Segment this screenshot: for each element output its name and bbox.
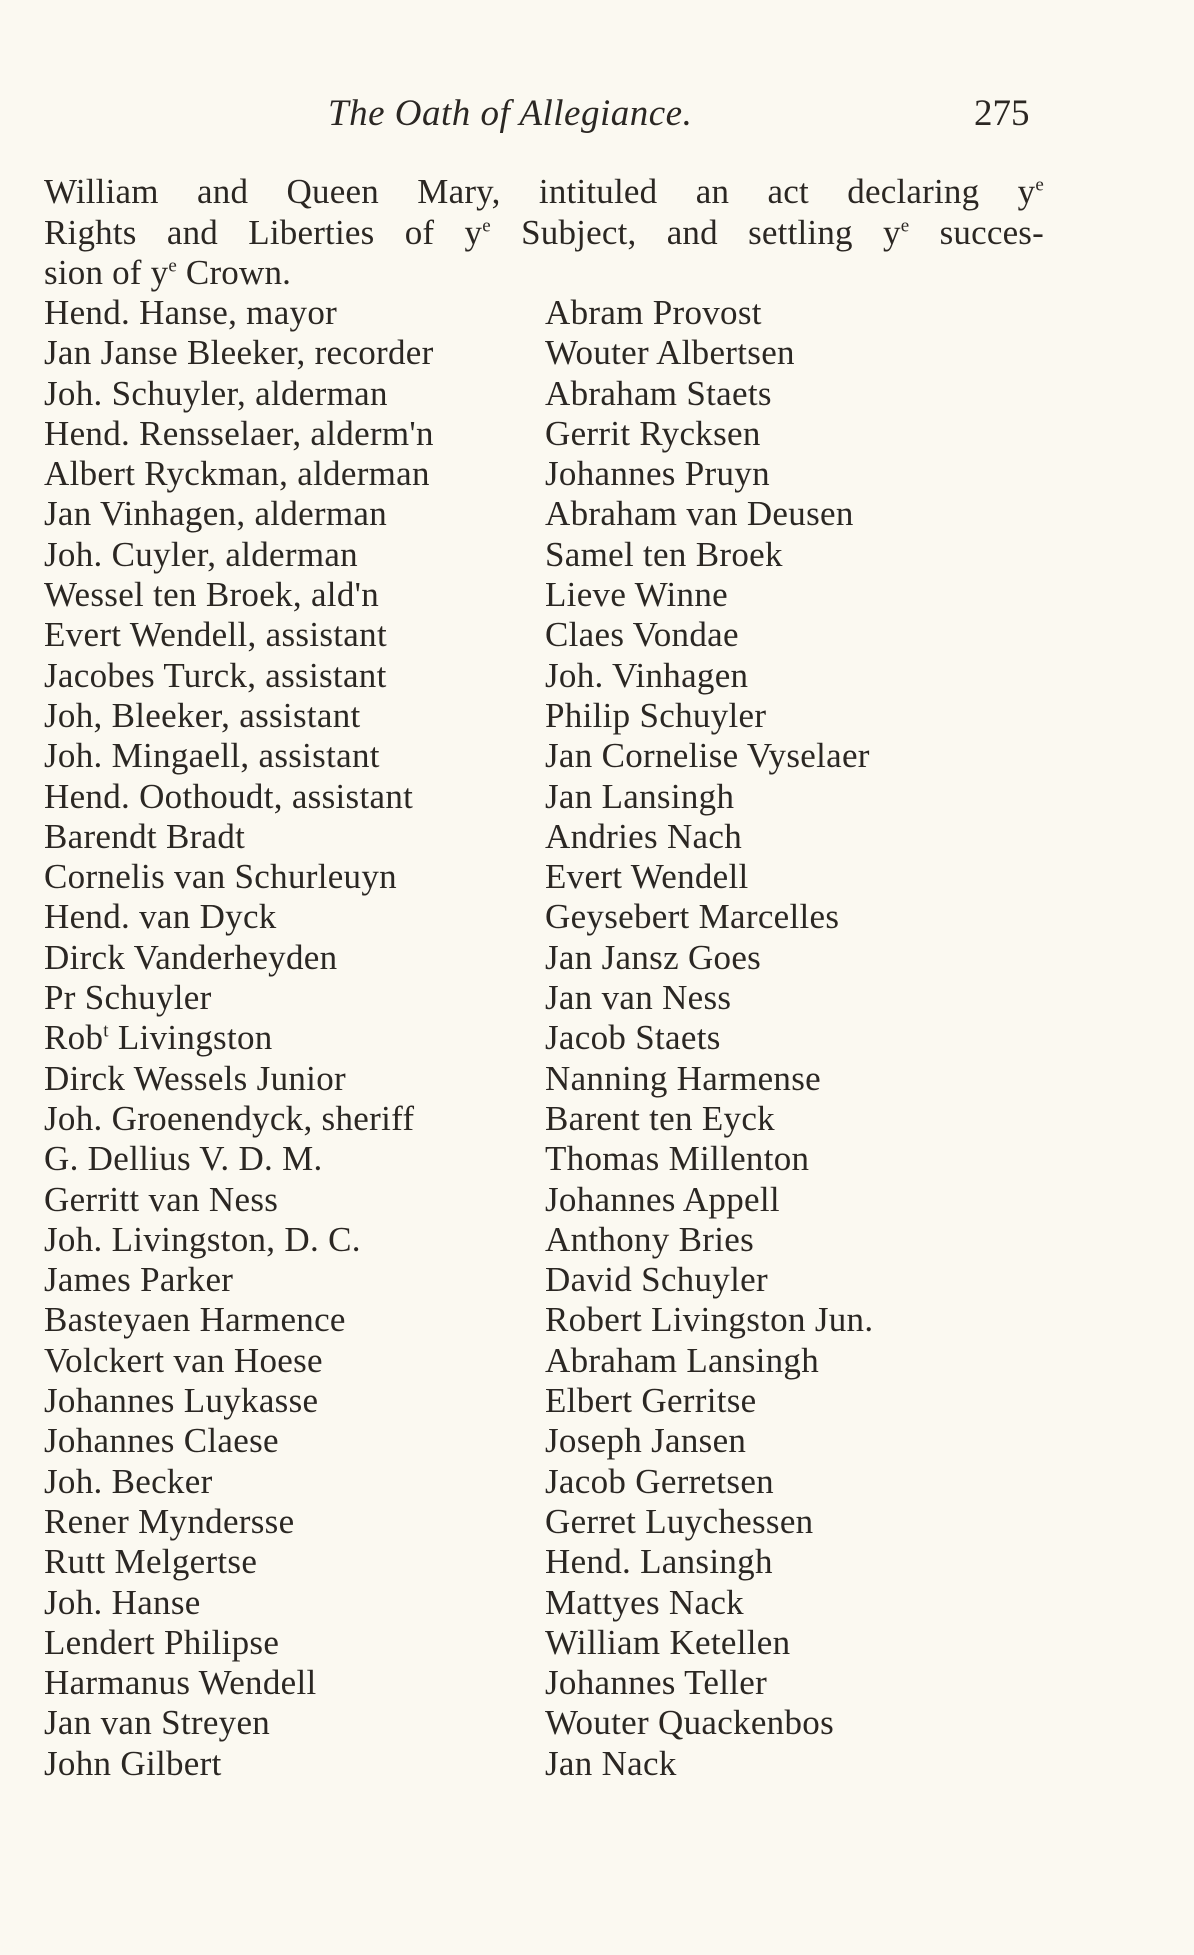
signatory-name: Joseph Jansen — [545, 1421, 747, 1461]
signatory-name-robt-livingston — [44, 1018, 544, 1058]
signatory-name: Jan Vinhagen, alderman — [44, 494, 388, 534]
signatory-name: Lendert Philipse — [44, 1622, 280, 1662]
signatory-name: Wouter Albertsen — [545, 333, 795, 373]
signatory-name: William Ketellen — [545, 1622, 791, 1662]
signatory-name: Johannes Luykasse — [44, 1381, 319, 1421]
signatory-name: Pr Schuyler — [44, 978, 212, 1018]
intro-line-1-superscript: e — [1035, 174, 1044, 196]
signatory-name: Mattyes Nack — [545, 1582, 744, 1622]
signatory-name: Evert Wendell, assistant — [44, 615, 387, 655]
running-head-title: The Oath of Allegiance. — [328, 93, 693, 134]
signatory-name: Joh. Hanse — [44, 1582, 201, 1622]
signatory-name: Harmanus Wendell — [44, 1663, 317, 1703]
signatory-name: James Parker — [44, 1260, 234, 1300]
signatory-name: Hend. Hanse, mayor — [44, 293, 338, 332]
intro-line-1-text: William and Queen Mary, intituled an act declaring y — [44, 172, 1036, 211]
signatory-name: Albert Ryckman, alderman — [44, 454, 430, 494]
signatory-name: Johannes Teller — [545, 1663, 768, 1703]
signatory-name: Joh. Livingston, D. C. — [44, 1219, 361, 1259]
signatory-name: Anthony Bries — [545, 1219, 755, 1259]
signatory-name: Joh. Becker — [44, 1461, 213, 1501]
signatories-right-column — [545, 293, 1105, 1784]
signatory-name: Abraham Staets — [545, 373, 772, 413]
signatory-name: Jan Nack — [545, 1743, 677, 1783]
signatory-name: Gerritt van Ness — [44, 1179, 279, 1219]
robt-prefix: Rob — [44, 1018, 104, 1058]
signatory-name: Philip Schuyler — [545, 695, 767, 735]
signatory-name: Gerret Luychessen — [545, 1501, 814, 1541]
signatory-name: Johannes Pruyn — [545, 454, 770, 494]
signatory-name: Jan van Streyen — [44, 1703, 271, 1743]
signatory-name: Abraham Lansingh — [545, 1340, 820, 1380]
signatory-name: Rutt Melgertse — [44, 1542, 258, 1582]
intro-line-2-text-a: Rights and Liberties of y — [44, 212, 483, 252]
signatory-name: Hend. Oothoudt, assistant — [44, 776, 414, 816]
signatory-name: Basteyaen Harmence — [44, 1300, 346, 1340]
intro-line-2 — [44, 213, 1044, 254]
signatory-name: Wouter Quackenbos — [545, 1703, 834, 1743]
signatory-name: Jacob Gerretsen — [545, 1461, 774, 1501]
signatory-name: Abraham van Deusen — [545, 494, 854, 534]
signatory-name: Johannes Appell — [545, 1179, 780, 1219]
signatory-name: Samel ten Broek — [545, 534, 783, 574]
signatory-name: Joh. Mingaell, assistant — [44, 736, 380, 776]
signatory-name: Jan Jansz Goes — [545, 937, 762, 977]
intro-line-2-superscript-1: e — [482, 214, 491, 236]
signatory-name: Hend. van Dyck — [44, 897, 277, 937]
signatory-name: Joh. Cuyler, alderman — [44, 534, 358, 574]
signatory-name: Gerrit Rycksen — [545, 413, 761, 453]
signatory-name: David Schuyler — [545, 1260, 768, 1300]
page-number: 275 — [974, 93, 1030, 134]
robt-surname: Livingston — [108, 1018, 273, 1058]
signatory-name: Joh. Schuyler, alderman — [44, 373, 388, 413]
intro-line-3-text-a: sion of y — [44, 253, 169, 292]
signatory-name: Cornelis van Schurleuyn — [44, 857, 397, 897]
signatory-name: Jacob Staets — [545, 1018, 721, 1058]
signatory-name: Jacobes Turck, assistant — [44, 655, 387, 695]
signatory-name: Geysebert Marcelles — [545, 897, 840, 937]
signatory-name: Jan van Ness — [545, 978, 732, 1018]
signatory-name: Joh. Groenendyck, sheriff — [44, 1098, 415, 1138]
signatory-name: Andries Nach — [545, 816, 743, 856]
intro-line-1 — [44, 172, 1044, 213]
signatory-name: Elbert Gerritse — [545, 1381, 757, 1421]
intro-paragraph — [44, 172, 1044, 294]
signatory-name: Dirck Wessels Junior — [44, 1058, 346, 1098]
intro-line-2-superscript-2: e — [900, 214, 910, 236]
signatory-name: Abram Provost — [545, 293, 762, 332]
intro-line-3-superscript: e — [168, 255, 177, 277]
signatory-name: Joh, Bleeker, assistant — [44, 695, 361, 735]
signatory-name: Claes Vondae — [545, 615, 739, 655]
signatory-name: Dirck Vanderheyden — [44, 937, 338, 977]
signatory-name: G. Dellius V. D. M. — [44, 1139, 323, 1179]
signatory-name: Nanning Harmense — [545, 1058, 821, 1098]
signatory-name: Volckert van Hoese — [44, 1340, 323, 1380]
signatory-name: Jan Cornelise Vyselaer — [545, 736, 870, 776]
signatory-name: Jan Lansingh — [545, 776, 735, 816]
signatory-name: Joh. Vinhagen — [545, 655, 749, 695]
robt-superscript: t — [103, 1020, 109, 1042]
signatory-name: Wessel ten Broek, ald'n — [44, 575, 380, 615]
intro-line-2-text-b: Subject, and settling y — [490, 212, 901, 252]
signatory-name: Thomas Millenton — [545, 1139, 810, 1179]
signatory-name: Barendt Bradt — [44, 816, 246, 856]
signatory-name: Lieve Winne — [545, 575, 728, 615]
signatory-name: Hend. Lansingh — [545, 1542, 773, 1582]
signatory-name: Robert Livingston Jun. — [545, 1300, 874, 1340]
signatory-name: Johannes Claese — [44, 1421, 279, 1461]
signatories-left-column — [44, 293, 544, 1784]
intro-line-3-text-b: Crown. — [176, 253, 292, 292]
signatory-name: Hend. Rensselaer, alderm'n — [44, 413, 434, 453]
signatory-name: Barent ten Eyck — [545, 1098, 775, 1138]
signatory-name: John Gilbert — [44, 1743, 222, 1783]
signatory-name: Rener Myndersse — [44, 1501, 295, 1541]
signatory-name: Evert Wendell — [545, 857, 749, 897]
intro-line-2-text-c: succes- — [909, 212, 1044, 252]
running-head — [0, 92, 1194, 142]
signatory-name: Jan Janse Bleeker, recorder — [44, 333, 434, 373]
intro-line-3 — [44, 253, 1044, 294]
